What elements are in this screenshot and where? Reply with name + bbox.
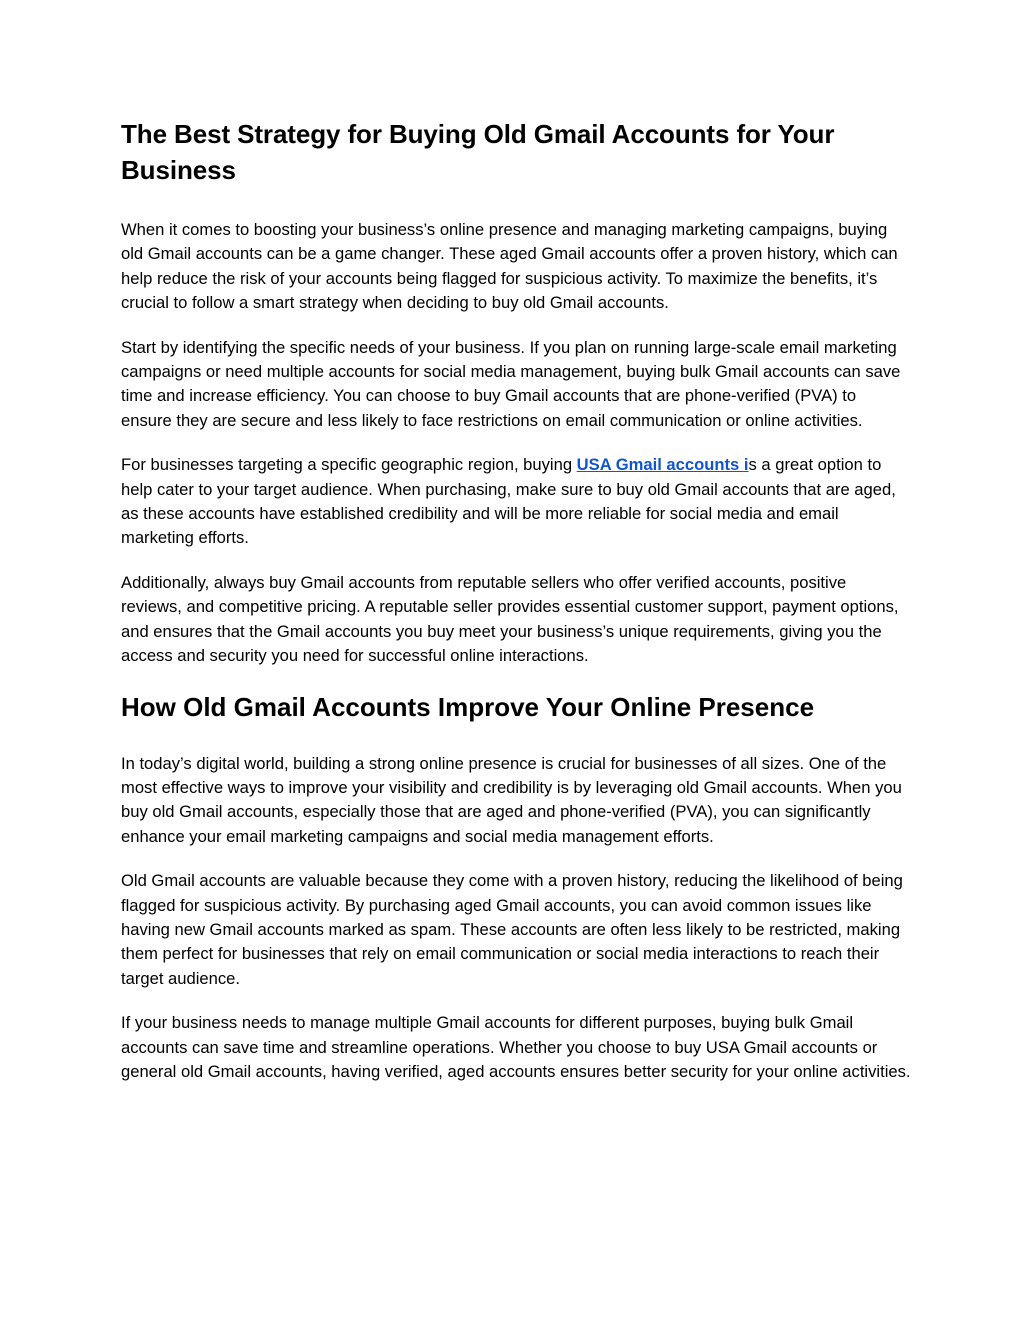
paragraph-needs: Start by identifying the specific needs of your business. If you plan on running large-scale email marketing campaigns or need multiple accounts for social media management, buying bulk Gmail accounts can save time and increase efficiency. You can choose to buy Gmail accounts that are phone-verified (PVA) to ensure they are secure and less likely to face restrictions on email communication or online activities. [121,337,901,430]
document-page [121,116,911,1104]
paragraph-usa-before: For businesses targeting a specific geographic region, buying [121,455,577,475]
section-heading: How Old Gmail Accounts Improve Your Online Presence [121,691,815,722]
paragraph-sellers: Additionally, always buy Gmail accounts from reputable sellers who offer verified accounts, positive reviews, and competitive pricing. A reputable seller provides essential customer support, payment options, and ensures that the Gmail accounts you buy meet your business’s unique requirements, giving you the access and security you need for successful online interactions. [121,572,899,666]
main-heading: The Best Strategy for Buying Old Gmail Accounts for Your Business [121,119,835,185]
usa-gmail-accounts-link[interactable]: USA Gmail accounts i [576,455,749,475]
paragraph-usa-after: s a great option to help cater to your target audience. When purchasing, make sure to buy old Gmail accounts that are aged, as these accounts have established credibility and will be more reliable for social media and email marketing efforts. [121,455,896,548]
paragraph-bulk: If your business needs to manage multiple Gmail accounts for different purposes, buying bulk Gmail accounts can save time and streamline operations. Whether you choose to buy USA Gmail accounts or general old Gmail accounts, having verified, aged accounts ensures better security for your online activities. [121,1013,911,1081]
paragraph-valuable: Old Gmail accounts are valuable because they come with a proven history, reducing the likelihood of being flagged for suspicious activity. By purchasing aged Gmail accounts, you can avoid common issues like having new Gmail accounts marked as spam. These accounts are often less likely to be restricted, making them perfect for businesses that rely on email communication or social media interactions to reach their target audience. [121,871,903,988]
paragraph-intro: When it comes to boosting your business’s online presence and managing marketing campaigns, buying old Gmail accounts can be a game changer. These aged Gmail accounts offer a proven history, which can help reduce the risk of your accounts being flagged for suspicious activity. To maximize the benefits, it’s crucial to follow a smart strategy when deciding to buy old Gmail accounts. [121,220,898,313]
paragraph-usa [121,453,911,551]
paragraph-presence: In today’s digital world, building a strong online presence is crucial for businesses of all sizes. One of the most effective ways to improve your visibility and credibility is by leveraging old Gmail accounts. When you buy old Gmail accounts, especially those that are aged and phone-verified (PVA), you can significantly enhance your email marketing campaigns and social media management efforts. [121,753,902,846]
